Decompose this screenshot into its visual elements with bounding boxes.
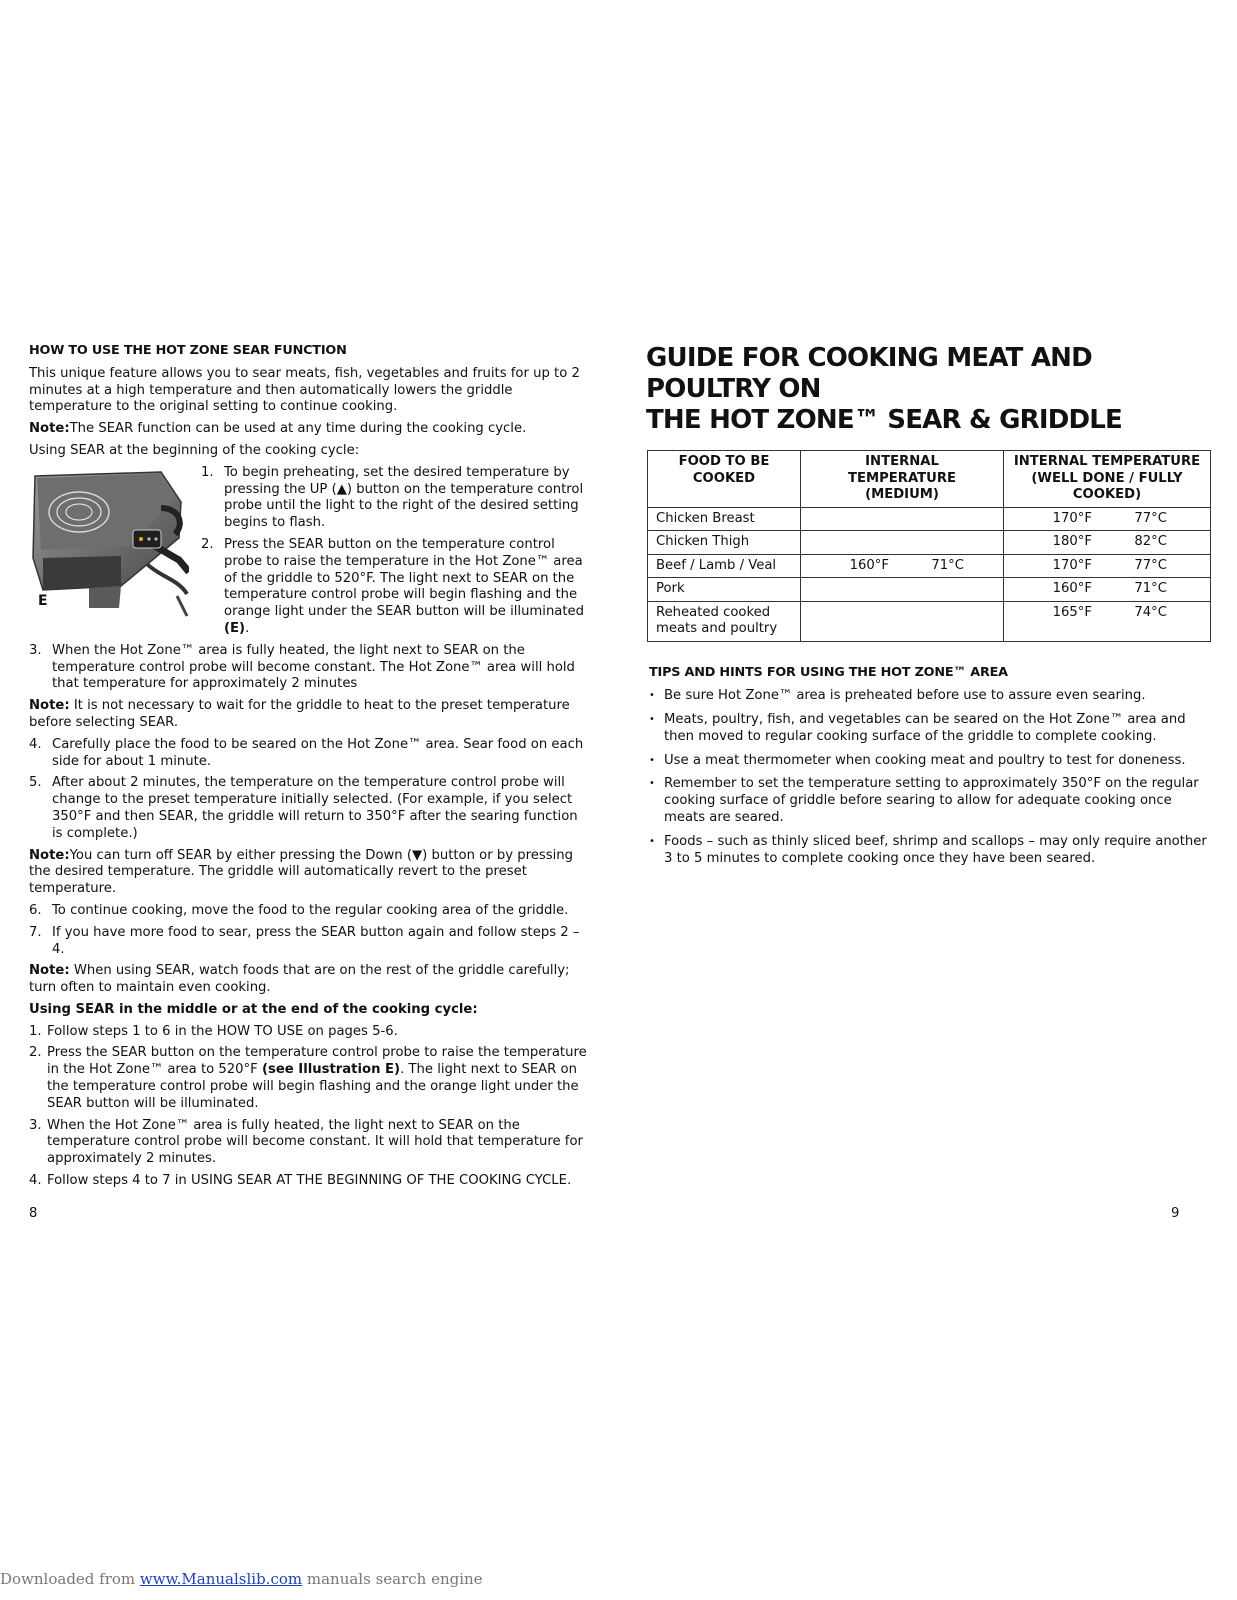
steps-middle-list <box>29 1024 591 1190</box>
bullet-icon: • <box>649 690 655 702</box>
temperature-table <box>647 450 1211 642</box>
header-medium: INTERNAL TEMPERATURE (MEDIUM) <box>801 451 1004 508</box>
note-4: Note: When using SEAR, watch foods that are on the rest of the griddle carefully; turn often to maintain even cooking. <box>29 963 570 996</box>
list-item: 1. To begin preheating, set the desired temperature by pressing the UP (▲) button on the temperature control probe until the light to the right of the desired setting begins to flash. <box>201 464 584 531</box>
left-column <box>29 343 591 1195</box>
list-item: • Meats, poultry, fish, and vegetables can be seared on the Hot Zone™ area and then moved to regular cooking surface of the griddle to complete cooking. <box>649 712 1186 744</box>
download-footer: Downloaded from www.Manualslib.com manuals search engine <box>0 1570 483 1588</box>
using-middle-label: Using SEAR in the middle or at the end of the cooking cycle: <box>29 1001 478 1017</box>
list-item: • Foods – such as thinly sliced beef, shrimp and scallops – may only require another 3 to 5 minutes to complete cooking once they have been seared. <box>649 833 1207 866</box>
note-3: Note:You can turn off SEAR by either pressing the Down (▼) button or by pressing the desired temperature. The griddle will automatically revert to the preset temperature. <box>29 847 573 897</box>
note-2: Note: It is not necessary to wait for the griddle to heat to the preset temperature before selecting SEAR. <box>29 698 570 730</box>
page-number-right: 9 <box>1171 1206 1180 1221</box>
list-item: 5. After about 2 minutes, the temperature on the temperature control probe will change to the preset temperature initially selected. (For example, if you select 350°F and then SEAR, the griddle will return to 350°F after the searing function is complete.) <box>29 775 578 841</box>
list-item: 6. To continue cooking, move the food to the regular cooking area of the griddle. <box>29 902 569 918</box>
table-row: Chicken Thigh 180°F 82°C <box>648 531 1211 555</box>
list-item: • Remember to set the temperature setting to approximately 350°F on the regular cooking surface of griddle before searing to allow for adequate cooking once meats are seared. <box>649 776 1199 826</box>
header-well-done: INTERNAL TEMPERATURE (WELL DONE / FULLY COOKED) <box>1004 451 1211 508</box>
list-item: 1. Follow steps 1 to 6 in the HOW TO USE on pages 5-6. <box>29 1023 398 1039</box>
table-row: Reheated cooked meats and poultry 165°F 74°C <box>648 601 1211 641</box>
tips-list <box>649 688 1217 867</box>
bullet-icon: • <box>649 714 655 726</box>
list-item: 7. If you have more food to sear, press the SEAR button again and follow steps 2 – 4. <box>29 924 580 957</box>
list-item: • Be sure Hot Zone™ area is preheated before use to assure even searing. <box>649 688 1146 704</box>
table-header-row <box>648 451 1211 508</box>
list-item: • Use a meat thermometer when cooking meat and poultry to test for doneness. <box>649 752 1186 768</box>
list-item: 2. Press the SEAR button on the temperature control probe to raise the temperature in the Hot Zone™ area of the griddle to 520°F. The light next to SEAR on the temperature control probe will begin flashing and the orange light under the SEAR button will be illuminated (E). <box>201 536 585 636</box>
list-item: 4. Carefully place the food to be seared on the Hot Zone™ area. Sear food on each side for about 1 minute. <box>29 736 584 769</box>
manualslib-link[interactable]: www.Manualslib.com <box>139 1570 303 1588</box>
steps-4-5-list <box>29 737 591 843</box>
table-row: Beef / Lamb / Veal 160°F 71°C 170°F 77°C <box>648 554 1211 578</box>
table-row: Chicken Breast 170°F 77°C <box>648 507 1211 531</box>
page-title: GUIDE FOR COOKING MEAT AND POULTRY ON THE HOT ZONE™ SEAR & GRIDDLE <box>646 343 1123 435</box>
steps-begin-list <box>201 465 591 638</box>
list-item: 4. Follow steps 4 to 7 in USING SEAR AT THE BEGINNING OF THE COOKING CYCLE. <box>29 1173 572 1189</box>
bullet-icon: • <box>649 754 655 766</box>
list-item: 3. When the Hot Zone™ area is fully heated, the light next to SEAR on the temperature control probe will become constant. The Hot Zone™ area will hold that temperature for approximately 2 minutes <box>29 642 575 692</box>
right-column <box>646 343 1217 874</box>
sear-block <box>29 465 591 638</box>
page-number-left: 8 <box>29 1206 38 1221</box>
steps-6-7-list <box>29 903 591 958</box>
list-item: 2. Press the SEAR button on the temperature control probe to raise the temperature in the Hot Zone™ area to 520°F (see Illustration E). The light next to SEAR on the temperature control probe will begin flashing and the orange light under the SEAR button will be illuminated. <box>29 1045 587 1111</box>
bullet-icon: • <box>649 835 655 847</box>
list-item: 3. When the Hot Zone™ area is fully heated, the light next to SEAR on the temperature control probe will become constant. It will hold that temperature for approximately 2 minutes. <box>29 1117 583 1167</box>
intro-paragraph: This unique feature allows you to sear meats, fish, vegetables and fruits for up to 2 minutes at a high temperature and then automatically lowers the griddle temperature to the original setting to continue cooking. <box>29 365 580 415</box>
note-1: Note:The SEAR function can be used at any time during the cooking cycle. <box>29 421 527 437</box>
step-3-list <box>29 643 591 693</box>
table-row: Pork 160°F 71°C <box>648 578 1211 602</box>
griddle-illustration <box>29 468 189 618</box>
using-begin-label: Using SEAR at the beginning of the cooking cycle: <box>29 442 360 458</box>
tips-heading: TIPS AND HINTS FOR USING THE HOT ZONE™ AREA <box>649 664 1008 680</box>
header-food: FOOD TO BE COOKED <box>648 451 801 508</box>
bullet-icon: • <box>649 778 655 790</box>
section-heading: HOW TO USE THE HOT ZONE SEAR FUNCTION <box>29 343 347 358</box>
illustration-label-e: E <box>38 592 48 609</box>
